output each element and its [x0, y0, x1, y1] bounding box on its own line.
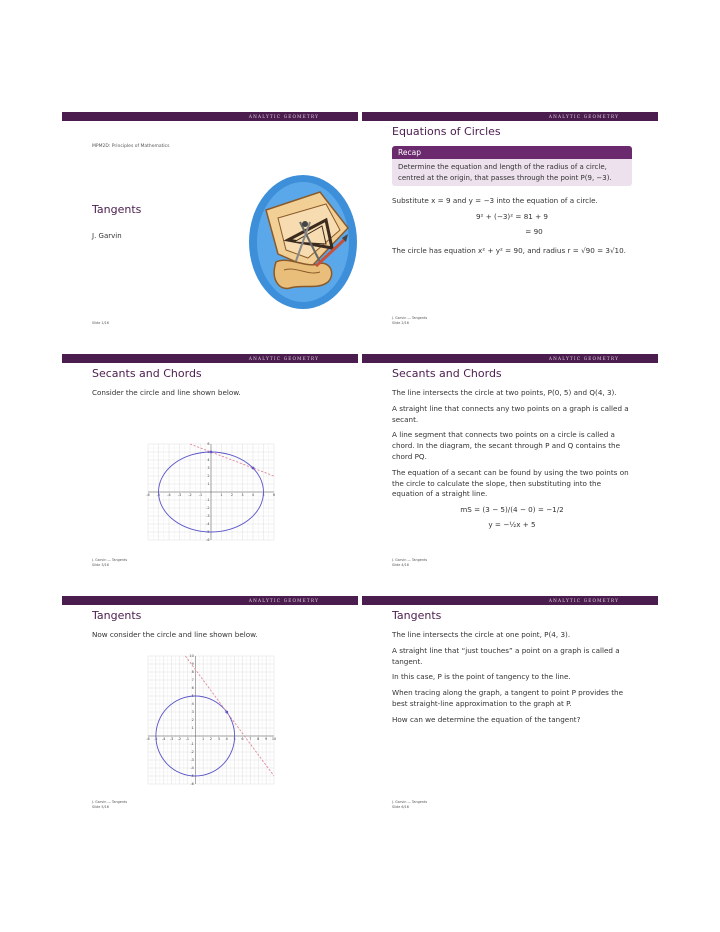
x-tick-label: 6: [272, 493, 276, 497]
slide-title: Tangents: [92, 609, 142, 622]
slide-header: ANALYTIC GEOMETRY: [362, 112, 658, 121]
y-tick-label: 4: [207, 458, 210, 463]
x-tick-label: -2: [177, 737, 182, 741]
y-tick-label: -4: [206, 522, 210, 527]
x-tick-label: -4: [162, 737, 166, 741]
y-tick-label: -2: [206, 506, 210, 511]
slide-2: [362, 112, 658, 330]
y-tick-label: -3: [190, 758, 194, 763]
slide-title: Secants and Chords: [392, 367, 502, 380]
intersection-point: [210, 451, 213, 454]
y-tick-label: 9: [191, 662, 194, 667]
presentation-title: Tangents: [92, 203, 142, 216]
intersection-point: [252, 467, 255, 470]
equation-line-1: 9² + (−3)² = 81 + 9: [475, 212, 549, 222]
course-name: MPM2D: Principles of Mathematics: [92, 144, 170, 149]
slide-header: ANALYTIC GEOMETRY: [62, 112, 358, 121]
slide-footer: J. Garvin — Tangents Slide 3/16: [92, 558, 128, 567]
paragraph-question: How can we determine the equation of the tangent?: [392, 714, 581, 724]
author: J. Garvin: [92, 232, 122, 240]
slide-5: [62, 596, 358, 814]
y-tick-label: -4: [190, 766, 194, 771]
y-tick-label: -6: [190, 782, 194, 787]
slide-3: [62, 354, 358, 572]
x-tick-label: 2: [230, 493, 234, 497]
slope-equation: mS = (3 − 5)/(4 − 0) = −1/2: [460, 505, 564, 515]
slide-header: ANALYTIC GEOMETRY: [362, 596, 658, 605]
y-tick-label: 3: [207, 466, 210, 471]
paragraph-chord-definition: A line segment that connects two points on a circle is called a chord. In the diagram, the secant through P and Q contains the chord PQ.: [392, 430, 621, 461]
y-tick-label: -1: [190, 742, 194, 747]
recap-block: [392, 146, 632, 186]
step-text: Substitute x = 9 and y = −3 into the equation of a circle.: [392, 196, 598, 206]
y-tick-label: 8: [191, 670, 194, 675]
y-tick-label: -3: [206, 514, 210, 519]
y-tick-label: -2: [190, 750, 194, 755]
secant-graph: [144, 440, 278, 548]
y-tick-label: 3: [191, 710, 194, 715]
y-tick-label: -6: [206, 538, 210, 543]
slide-text: Consider the circle and line shown below.: [92, 388, 241, 397]
x-tick-label: 8: [257, 737, 260, 741]
slide-title: Tangents: [392, 609, 442, 622]
x-tick-label: -2: [188, 493, 192, 497]
conclusion-text: The circle has equation x² + y² = 90, and radius r = √90 = 3√10.: [392, 245, 626, 255]
intersection-point: [225, 711, 228, 714]
y-tick-label: 10: [189, 654, 194, 659]
secant-equation: y = −½x + 5: [488, 519, 536, 529]
slide-6: [362, 596, 658, 814]
y-tick-label: 2: [207, 474, 210, 479]
x-tick-label: -5: [156, 493, 161, 497]
y-tick-label: -5: [190, 774, 194, 779]
x-tick-label: 4: [225, 737, 228, 741]
x-tick-label: 3: [217, 737, 220, 741]
y-tick-label: -1: [206, 498, 210, 503]
x-tick-label: 2: [209, 737, 213, 741]
paragraph-tangent-definition: A straight line that “just touches” a point on a graph is called a tangent.: [392, 645, 620, 666]
slide-1: [62, 112, 358, 330]
y-tick-label: -5: [206, 530, 210, 535]
slide-number: Slide 1/16: [92, 320, 109, 325]
tangent-graph: [144, 652, 278, 792]
recap-block-title: Recap: [392, 146, 632, 159]
y-tick-label: 6: [207, 442, 210, 447]
y-tick-label: 6: [191, 686, 194, 691]
slide-title: Equations of Circles: [392, 125, 501, 138]
x-tick-label: -1: [185, 737, 190, 741]
x-tick-label: -1: [198, 493, 203, 497]
y-tick-label: 5: [191, 694, 194, 699]
paragraph-secant-equation: The equation of a secant can be found by using the two points on the circle to calculate the slope, then substituting into the equation of a straight line.: [392, 467, 629, 499]
x-tick-label: -3: [177, 493, 182, 497]
x-tick-label: -6: [146, 737, 150, 741]
x-tick-label: -5: [154, 737, 158, 741]
recap-block-body: Determine the equation and length of the radius of a circle, centred at the origin, that passes through the point P(9, −3).: [392, 159, 632, 186]
y-tick-label: 5: [207, 450, 210, 455]
y-tick-label: 2: [191, 718, 194, 723]
paragraph-intersection: The line intersects the circle at one point, P(4, 3).: [392, 630, 571, 639]
x-tick-label: -6: [146, 493, 150, 497]
x-tick-label: 1: [220, 493, 223, 497]
x-tick-label: 9: [265, 737, 268, 741]
slide-title: Secants and Chords: [92, 367, 202, 380]
slide-footer: J. Garvin — Tangents Slide 2/16: [392, 316, 428, 325]
paragraph-approximation: When tracing along the graph, a tangent to point P provides the best straight-line approximation to the graph at P.: [392, 688, 624, 708]
x-tick-label: -3: [169, 737, 174, 741]
paragraph-secant-definition: A straight line that connects any two points on a graph is called a secant.: [392, 403, 629, 424]
x-tick-label: 4: [251, 493, 255, 497]
x-tick-label: 5: [262, 493, 265, 497]
slide-footer: J. Garvin — Tangents Slide 5/16: [92, 800, 128, 809]
y-tick-label: 7: [191, 678, 194, 683]
slide-header: ANALYTIC GEOMETRY: [362, 354, 658, 363]
x-tick-label: -4: [167, 493, 171, 497]
paragraph-intersection: The line intersects the circle at two points, P(0, 5) and Q(4, 3).: [392, 388, 617, 397]
y-tick-label: 1: [207, 482, 210, 487]
y-tick-label: 4: [191, 702, 194, 707]
x-tick-label: 3: [241, 493, 244, 497]
x-tick-label: 7: [249, 737, 252, 741]
equation-line-2: = 90: [525, 226, 543, 236]
slide-header: ANALYTIC GEOMETRY: [62, 354, 358, 363]
x-tick-label: 6: [241, 737, 244, 741]
paragraph-point-of-tangency: In this case, P is the point of tangency to the line.: [392, 672, 571, 682]
slide-header: ANALYTIC GEOMETRY: [62, 596, 358, 605]
slide-footer: J. Garvin — Tangents Slide 4/16: [392, 558, 428, 567]
geometry-tools-clipart: [248, 170, 358, 314]
slide-4: [362, 354, 658, 572]
x-tick-label: 1: [202, 737, 205, 741]
x-tick-label: 5: [233, 737, 236, 741]
x-tick-label: 10: [271, 737, 277, 741]
slide-footer: J. Garvin — Tangents Slide 6/16: [392, 800, 428, 809]
y-tick-label: 1: [191, 726, 194, 731]
slide-text: Now consider the circle and line shown below.: [92, 630, 258, 639]
